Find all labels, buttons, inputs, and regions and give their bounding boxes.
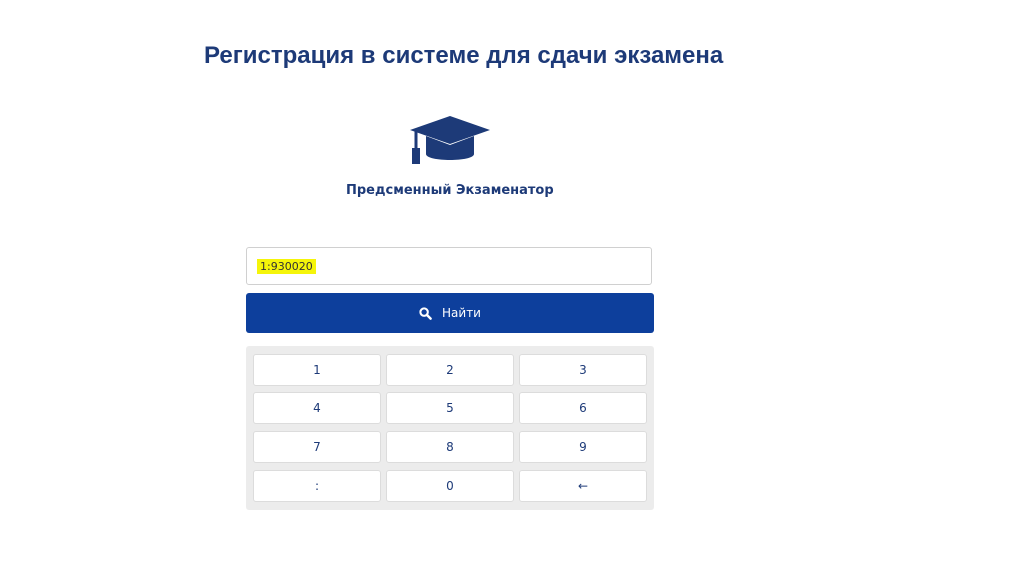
page-title: Регистрация в системе для сдачи экзамена (204, 42, 724, 69)
search-icon (419, 307, 432, 320)
search-input[interactable] (246, 247, 652, 285)
find-button[interactable] (246, 293, 654, 333)
key-5[interactable]: 5 (386, 392, 514, 424)
keypad (246, 346, 654, 510)
key-7[interactable]: 7 (253, 431, 381, 463)
key-backspace[interactable]: ← (519, 470, 647, 502)
key-3[interactable]: 3 (519, 354, 647, 386)
key-4[interactable]: 4 (253, 392, 381, 424)
key-2[interactable]: 2 (386, 354, 514, 386)
key-colon[interactable]: : (253, 470, 381, 502)
search-input-value: 1:930020 (257, 259, 316, 274)
graduation-cap-icon (408, 114, 492, 170)
key-6[interactable]: 6 (519, 392, 647, 424)
key-8[interactable]: 8 (386, 431, 514, 463)
key-9[interactable]: 9 (519, 431, 647, 463)
app-name: Предсменный Экзаменатор (346, 183, 554, 198)
key-1[interactable]: 1 (253, 354, 381, 386)
key-0[interactable]: 0 (386, 470, 514, 502)
find-button-label: Найти (442, 306, 481, 320)
